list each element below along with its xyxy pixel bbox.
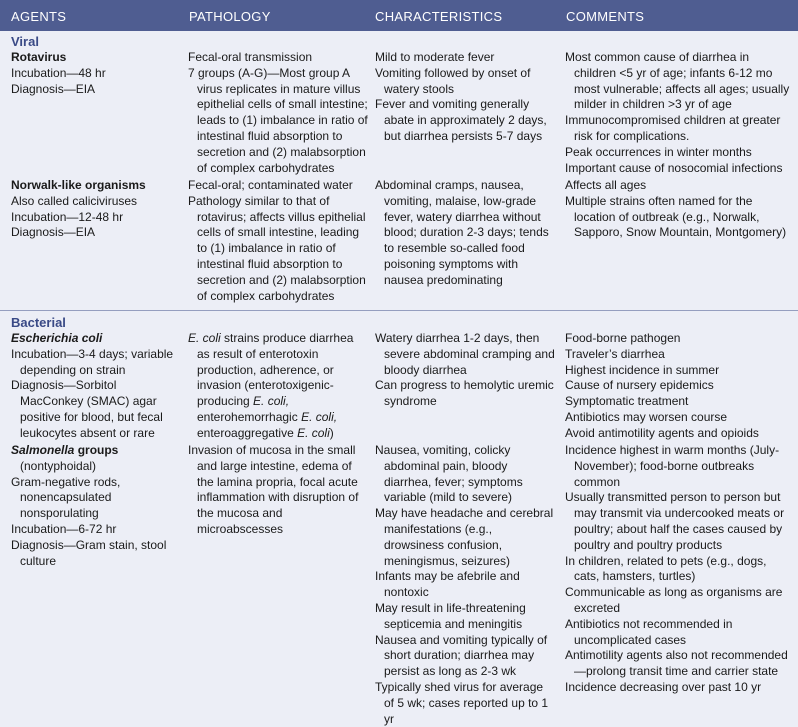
characteristic-line: Abdominal cramps, nausea, vomiting, malaise, low-grade fever, watery diarrhea without blood; duration 2-3 days; tends to resemble so-called food poisoning symptoms with nausea predominating (375, 178, 549, 287)
pathology-rotavirus (188, 50, 368, 176)
comment-line: Cause of nursery epidemics (565, 378, 714, 393)
comments-rotavirus (565, 50, 791, 176)
comment-line: Communicable as long as organisms are excreted (565, 585, 783, 615)
characteristic-line: Watery diarrhea 1-2 days, then severe abdominal cramping and bloody diarrhea (375, 331, 555, 377)
comments-ecoli (565, 331, 791, 442)
characteristic-line: Typically shed virus for average of 5 wk; cases reported up to 1 yr (375, 679, 549, 726)
comment-line: In children, related to pets (e.g., dogs, cats, hamsters, turtles) (565, 553, 767, 584)
agent-norwalk (11, 178, 181, 241)
agent-name: Rotavirus (11, 50, 67, 64)
characteristic-line: May have headache and cerebral manifestations (e.g., drowsiness confusion, meningismus, seizures) (375, 506, 554, 568)
pathology-organism: E. coli, (253, 394, 290, 409)
agent-detail: Diagnosis—Gram stain, stool culture (11, 537, 167, 568)
agent-detail: Incubation—48 hr (11, 65, 106, 80)
pathology-line: Invasion of mucosa in the small and large intestine, edema of the lamina propria, focal acute inflammation with disruption of the mucosa and microabscesses (188, 443, 359, 536)
pathology-organism: E. coli (297, 425, 330, 440)
characteristic-line: Can progress to hemolytic uremic syndrome (375, 378, 554, 409)
pathology-line (188, 331, 368, 442)
agent-detail: Diagnosis—EIA (11, 81, 96, 96)
agent-genus: Salmonella (11, 443, 75, 457)
agent-detail: Incubation—3-4 days; variable depending on strain (11, 346, 174, 377)
comment-line: Most common cause of diarrhea in children <5 yr of age; infants 6-12 mo most vulnerable; affects all ages; usually milder in children >3 yr of age (565, 50, 790, 112)
header-comments: COMMENTS (566, 9, 645, 24)
table-header (0, 0, 798, 31)
characteristic-line: Vomiting followed by onset of watery stools (375, 65, 531, 96)
pathology-line: Pathology similar to that of rotavirus; affects villus epithelial cells of small intestine, leading to (1) imbalance in ratio of intestinal fluid absorption to secretion and (2) malabsorption of complex carbohydrates (188, 193, 366, 303)
header-characteristics: CHARACTERISTICS (375, 9, 503, 24)
agent-detail: Incubation—6-72 hr (11, 521, 117, 536)
pathology-salmonella (188, 443, 368, 538)
comment-line: Antimotility agents also not recommended—prolong transit time and carrier state (565, 648, 788, 679)
agent-detail: Incubation—12-48 hr (11, 209, 124, 224)
characteristic-line: Fever and vomiting generally abate in approximately 2 days, but diarrhea persists 5-7 days (375, 97, 547, 143)
comment-line: Food-borne pathogen (565, 331, 681, 345)
comment-line: Important cause of nosocomial infections (565, 160, 783, 175)
pathology-text: enteroaggregative (197, 425, 298, 440)
characteristics-ecoli (375, 331, 555, 410)
header-agents: AGENTS (11, 9, 67, 24)
agent-salmonella (11, 443, 181, 569)
category-viral: Viral (11, 34, 39, 49)
header-pathology: PATHOLOGY (189, 9, 271, 24)
comment-line: Antibiotics not recommended in uncomplicated cases (565, 616, 733, 647)
characteristics-salmonella (375, 443, 555, 727)
pathology-organism: E. coli, (301, 409, 338, 424)
comment-line: Highest incidence in summer (565, 362, 720, 377)
agent-ecoli (11, 331, 181, 442)
agent-name-suffix: groups (74, 443, 119, 457)
characteristic-line: Mild to moderate fever (375, 50, 495, 64)
agent-detail: Also called caliciviruses (11, 193, 138, 208)
pathology-text: ) (329, 425, 334, 440)
pathology-line: Fecal-oral transmission (188, 50, 313, 64)
comment-line: Traveler’s diarrhea (565, 346, 665, 361)
pathology-text: strains produce diarrhea as result of enterotoxin production, adherence, or invasion (enterotoxigenic-producing (197, 331, 354, 409)
comment-line: Avoid antimotility agents and opioids (565, 425, 759, 440)
characteristics-norwalk (375, 178, 555, 289)
pathology-organism: E. coli (188, 331, 221, 345)
category-bacterial: Bacterial (11, 315, 66, 330)
comment-line: Peak occurrences in winter months (565, 144, 752, 159)
comment-line: Incidence highest in warm months (July-November); food-borne outbreaks common (565, 443, 780, 489)
agent-rotavirus (11, 50, 181, 97)
pathology-line: 7 groups (A-G)—Most group A virus replicates in mature villus epithelial cells of small intestine; leads to (1) imbalance in ratio of intestinal fluid absorption to secretion and (2) malabsorption of complex carbohydrates (188, 65, 368, 175)
agent-detail: Diagnosis—Sorbitol MacConkey (SMAC) agar positive for blood, but fecal leukocytes absent or rare (11, 378, 163, 440)
comment-line: Symptomatic treatment (565, 394, 689, 409)
characteristic-line: Infants may be afebrile and nontoxic (375, 569, 520, 600)
comment-line: Usually transmitted person to person but may transmit via undercooked meats or poultry; about half the cases caused by poultry and poultry products (565, 490, 785, 552)
agent-name: Norwalk-like organisms (11, 178, 146, 192)
agent-detail: (nontyphoidal) (20, 458, 97, 473)
characteristic-line: Nausea and vomiting typically of short duration; diarrhea may persist as long as 2-3 wk (375, 632, 548, 679)
comment-line: Antibiotics may worsen course (565, 409, 728, 424)
agent-name (11, 443, 181, 459)
agent-detail: Gram-negative rods, nonencapsulated nonsporulating (11, 474, 121, 521)
comment-line: Incidence decreasing over past 10 yr (565, 679, 762, 694)
characteristic-line: May result in life-threatening septicemia and meningitis (375, 600, 526, 631)
agent-name: Escherichia coli (11, 331, 103, 345)
pathology-text: enterohemorrhagic (197, 409, 302, 424)
agent-detail: Diagnosis—EIA (11, 225, 96, 240)
pathology-norwalk (188, 178, 368, 304)
pathology-ecoli (188, 331, 368, 442)
comments-norwalk (565, 178, 791, 241)
characteristics-rotavirus (375, 50, 555, 145)
comments-salmonella (565, 443, 791, 696)
comment-line: Affects all ages (565, 178, 647, 192)
pathology-line: Fecal-oral; contaminated water (188, 178, 353, 192)
characteristic-line: Nausea, vomiting, colicky abdominal pain, bloody diarrhea, fever; symptoms variable (mild to severe) (375, 443, 523, 505)
comment-line: Multiple strains often named for the location of outbreak (e.g., Norwalk, Sapporo, Snow Mountain, Montgomery) (565, 193, 787, 240)
section-divider (0, 310, 798, 311)
comment-line: Immunocompromised children at greater risk for complications. (565, 113, 781, 143)
